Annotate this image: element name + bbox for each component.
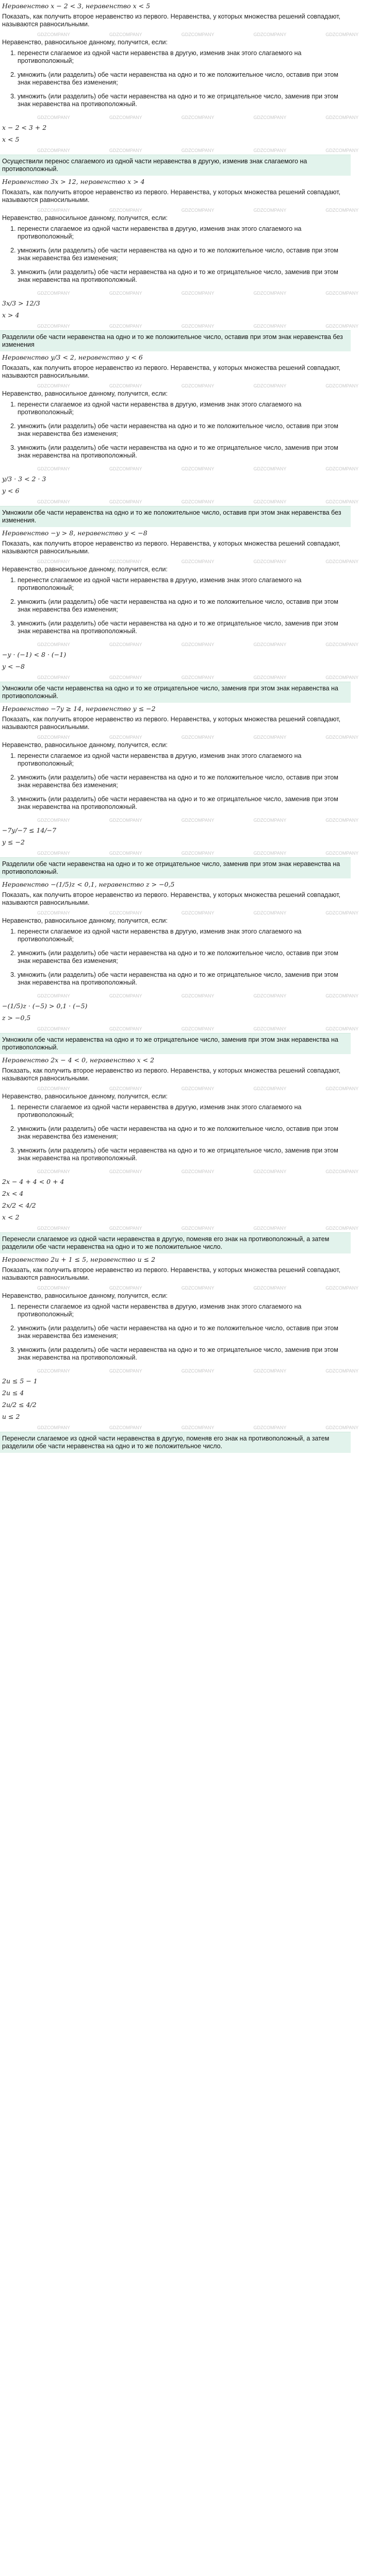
watermark-text: GDZCOMPANY [37,993,70,998]
watermark-text: GDZCOMPANY [253,383,287,388]
watermark-row [2,910,359,916]
rule-item: 2. умножить (или разделить) обе части неравенства на одно и то же положительное число, оставив при этом знак неравенства без изменения; [18,1325,349,1340]
watermark-text: GDZCOMPANY [253,32,287,37]
watermark-text: GDZCOMPANY [325,466,359,471]
watermark-row [2,207,359,213]
watermark-text: GDZCOMPANY [37,208,70,213]
rule-item: 1. перенести слагаемое из одной части неравенства в другую, изменив знак этого слагаемого на противоположный; [18,1104,349,1119]
watermark-text: GDZCOMPANY [109,499,142,504]
watermark-text: GDZCOMPANY [253,1026,287,1031]
watermark-text: GDZCOMPANY [325,851,359,856]
watermark-row [2,1168,359,1174]
watermark-text: GDZCOMPANY [109,291,142,296]
watermark-text: GDZCOMPANY [109,1368,142,1374]
watermark-text: GDZCOMPANY [181,148,215,153]
answer-box: Умножили обе части неравенства на одно и то же положительное число, оставив при этом знак неравенства без изменения. [0,506,351,527]
watermark-text: GDZCOMPANY [253,499,287,504]
task-question: Показать, как получить второе неравенство из первого. Неравенства, у которых множества решений совпадают, называются равносильными. [2,540,341,555]
rules-list [2,577,349,635]
watermark-text: GDZCOMPANY [37,499,70,504]
task-condition: Неравенство −y > 8, неравенство y < −8 [2,529,147,537]
watermark-text: GDZCOMPANY [325,993,359,998]
watermark-row [2,1026,359,1031]
watermark-row [2,147,359,153]
rule-item: 2. умножить (или разделить) обе части неравенства на одно и то же положительное число, оставив при этом знак неравенства без изменения; [18,247,349,262]
watermark-text: GDZCOMPANY [181,208,215,213]
task-condition: Неравенство x − 2 < 3, неравенство x < 5 [2,2,151,10]
equivalent-label: Неравенство, равносильное данному, получится, если: [2,917,168,924]
watermark-text: GDZCOMPANY [253,910,287,916]
watermark-text: GDZCOMPANY [253,324,287,329]
watermark-text: GDZCOMPANY [37,675,70,680]
watermark-row [2,114,359,120]
watermark-text: GDZCOMPANY [325,1026,359,1031]
equivalent-label: Неравенство, равносильное данному, получится, если: [2,741,168,749]
task-condition: Неравенство 3x > 12, неравенство x > 4 [2,178,145,185]
watermark-text: GDZCOMPANY [253,675,287,680]
watermark-row [2,993,359,998]
rule-item: 1. перенести слагаемое из одной части неравенства в другую, изменив знак этого слагаемого на противоположный; [18,577,349,592]
watermark-text: GDZCOMPANY [253,1425,287,1430]
watermark-text: GDZCOMPANY [181,383,215,388]
watermark-text: GDZCOMPANY [325,383,359,388]
answer-box: Перенесли слагаемое из одной части неравенства в другую, поменяв его знак на противоположный, а затем разделили обе части неравенства на одно и то же положительное число. [0,1432,351,1453]
task-question: Показать, как получить второе неравенство из первого. Неравенства, у которых множества решений совпадают, называются равносильными. [2,364,341,379]
rules-list [2,1303,349,1362]
watermark-text: GDZCOMPANY [325,324,359,329]
watermark-text: GDZCOMPANY [37,148,70,153]
watermark-text: GDZCOMPANY [109,115,142,120]
watermark-text: GDZCOMPANY [181,115,215,120]
equation-line: x < 2 [2,1213,20,1221]
watermark-text: GDZCOMPANY [325,115,359,120]
equation-line: z > −0,5 [2,1014,31,1022]
watermark-text: GDZCOMPANY [181,466,215,471]
equivalent-label: Неравенство, равносильное данному, получится, если: [2,390,168,397]
equation-line: x > 4 [2,311,20,319]
watermark-text: GDZCOMPANY [325,1285,359,1291]
watermark-text: GDZCOMPANY [325,291,359,296]
rule-item: 2. умножить (или разделить) обе части неравенства на одно и то же положительное число, оставив при этом знак неравенства без изменения; [18,1125,349,1141]
rule-item: 2. умножить (или разделить) обе части неравенства на одно и то же положительное число, оставив при этом знак неравенства без изменения; [18,71,349,87]
watermark-text: GDZCOMPANY [181,1086,215,1091]
watermark-text: GDZCOMPANY [253,1368,287,1374]
rules-list [2,928,349,987]
rule-item: 1. перенести слагаемое из одной части неравенства в другую, изменив знак этого слагаемого на противоположный; [18,401,349,416]
answer-box: Осуществили перенос слагаемого из одной части неравенства в другую, изменив знак слагаемого на противоположный. [0,155,351,176]
equation-line: y/3 · 3 < 2 · 3 [2,475,46,483]
watermark-text: GDZCOMPANY [109,1285,142,1291]
task-condition: Неравенство 2u + 1 ≤ 5, неравенство u ≤ 2 [2,1256,156,1263]
watermark-text: GDZCOMPANY [253,208,287,213]
watermark-text: GDZCOMPANY [109,383,142,388]
equation-line: 3x/3 > 12/3 [2,299,40,307]
equation-line: −y · (−1) < 8 · (−1) [2,651,67,658]
watermark-text: GDZCOMPANY [109,148,142,153]
equation-line: 2u/2 ≤ 4/2 [2,1401,37,1409]
watermark-text: GDZCOMPANY [253,559,287,564]
watermark-text: GDZCOMPANY [37,559,70,564]
watermark-row [2,558,359,564]
watermark-text: GDZCOMPANY [325,559,359,564]
task-block [0,1056,359,1232]
watermark-text: GDZCOMPANY [37,291,70,296]
watermark-text: GDZCOMPANY [325,818,359,823]
watermark-row [2,383,359,388]
watermark-text: GDZCOMPANY [253,1169,287,1174]
watermark-text: GDZCOMPANY [181,1226,215,1231]
equation-line: 2x − 4 + 4 < 0 + 4 [2,1178,64,1185]
watermark-text: GDZCOMPANY [253,735,287,740]
watermark-text: GDZCOMPANY [253,1226,287,1231]
watermark-text: GDZCOMPANY [37,642,70,647]
watermark-row [2,1086,359,1091]
task-block [0,353,359,506]
watermark-text: GDZCOMPANY [253,818,287,823]
watermark-text: GDZCOMPANY [37,324,70,329]
watermark-text: GDZCOMPANY [325,735,359,740]
rule-item: 3. умножить (или разделить) обе части неравенства на одно и то же отрицательное число, заменив при этом знак неравенства на противоположный. [18,795,349,811]
task-question: Показать, как получить второе неравенство из первого. Неравенства, у которых множества решений совпадают, называются равносильными. [2,716,341,731]
watermark-text: GDZCOMPANY [181,1368,215,1374]
watermark-text: GDZCOMPANY [37,1226,70,1231]
watermark-text: GDZCOMPANY [253,993,287,998]
watermark-row [2,1368,359,1374]
watermark-text: GDZCOMPANY [253,148,287,153]
answer-box: Умножили обе части неравенства на одно и то же отрицательное число, заменив при этом знак неравенства на противоположный. [0,682,351,703]
watermark-text: GDZCOMPANY [325,1425,359,1430]
solution-page [0,2,359,1453]
watermark-text: GDZCOMPANY [181,993,215,998]
equation-line: 2u ≤ 4 [2,1389,24,1397]
watermark-text: GDZCOMPANY [109,559,142,564]
answer-box: Разделили обе части неравенства на одно и то же положительное число, оставив при этом знак неравенства без изменения [0,330,351,351]
watermark-text: GDZCOMPANY [109,1026,142,1031]
task-condition: Неравенство 2x − 4 < 0, неравенство x < 2 [2,1056,155,1064]
watermark-row [2,641,359,647]
watermark-text: GDZCOMPANY [181,818,215,823]
answer-box: Умножили обе части неравенства на одно и то же отрицательное число, заменив при этом знак неравенства на противоположный. [0,1033,351,1054]
watermark-text: GDZCOMPANY [37,32,70,37]
watermark-text: GDZCOMPANY [37,910,70,916]
watermark-text: GDZCOMPANY [37,383,70,388]
watermark-text: GDZCOMPANY [253,851,287,856]
watermark-text: GDZCOMPANY [181,851,215,856]
watermark-text: GDZCOMPANY [325,910,359,916]
task-block [0,705,359,857]
watermark-text: GDZCOMPANY [37,818,70,823]
watermark-row [2,850,359,856]
watermark-row [2,817,359,823]
watermark-text: GDZCOMPANY [37,1026,70,1031]
watermark-text: GDZCOMPANY [181,1026,215,1031]
rules-list [2,225,349,284]
equivalent-label: Неравенство, равносильное данному, получится, если: [2,566,168,573]
equivalent-label: Неравенство, равносильное данному, получится, если: [2,1093,168,1100]
watermark-text: GDZCOMPANY [37,1169,70,1174]
watermark-text: GDZCOMPANY [37,1425,70,1430]
watermark-text: GDZCOMPANY [109,208,142,213]
watermark-text: GDZCOMPANY [37,1368,70,1374]
watermark-text: GDZCOMPANY [253,1086,287,1091]
watermark-text: GDZCOMPANY [109,1169,142,1174]
task-block [0,2,359,155]
watermark-text: GDZCOMPANY [109,32,142,37]
watermark-text: GDZCOMPANY [325,208,359,213]
watermark-text: GDZCOMPANY [181,324,215,329]
watermark-row [2,499,359,504]
equivalent-label: Неравенство, равносильное данному, получится, если: [2,1292,168,1299]
task-condition: Неравенство −7y ≥ 14, неравенство y ≤ −2 [2,705,156,713]
task-question: Показать, как получить второе неравенство из первого. Неравенства, у которых множества решений совпадают, называются равносильными. [2,891,341,906]
watermark-text: GDZCOMPANY [109,735,142,740]
rules-list [2,49,349,108]
watermark-text: GDZCOMPANY [325,1368,359,1374]
equation-line: 2u ≤ 5 − 1 [2,1377,38,1385]
watermark-text: GDZCOMPANY [37,851,70,856]
watermark-text: GDZCOMPANY [37,1086,70,1091]
watermark-text: GDZCOMPANY [325,675,359,680]
watermark-text: GDZCOMPANY [109,1226,142,1231]
watermark-row [2,1225,359,1231]
watermark-text: GDZCOMPANY [181,32,215,37]
equation-line: y ≤ −2 [2,838,25,846]
equation-line: y < −8 [2,663,25,670]
watermark-text: GDZCOMPANY [181,1285,215,1291]
equation-line: x − 2 < 3 + 2 [2,124,47,131]
rule-item: 2. умножить (или разделить) обе части неравенства на одно и то же положительное число, оставив при этом знак неравенства без изменения; [18,422,349,438]
answer-box: Перенесли слагаемое из одной части неравенства в другую, поменяв его знак на противоположный, а затем разделили обе части неравенства на одно и то же положительное число. [0,1232,351,1253]
watermark-text: GDZCOMPANY [253,642,287,647]
rules-list [2,752,349,811]
watermark-text: GDZCOMPANY [109,675,142,680]
watermark-text: GDZCOMPANY [325,499,359,504]
watermark-text: GDZCOMPANY [109,851,142,856]
watermark-text: GDZCOMPANY [109,993,142,998]
watermark-text: GDZCOMPANY [109,324,142,329]
watermark-text: GDZCOMPANY [37,466,70,471]
watermark-text: GDZCOMPANY [181,675,215,680]
equation-line: 2x < 4 [2,1190,24,1197]
equation-line: −(1/5)z · (−5) > 0,1 · (−5) [2,1002,88,1010]
watermark-text: GDZCOMPANY [181,910,215,916]
watermark-text: GDZCOMPANY [109,466,142,471]
watermark-row [2,1425,359,1430]
rule-item: 1. перенести слагаемое из одной части неравенства в другую, изменив знак этого слагаемого на противоположный; [18,752,349,768]
watermark-text: GDZCOMPANY [325,148,359,153]
watermark-text: GDZCOMPANY [325,1086,359,1091]
watermark-text: GDZCOMPANY [181,1425,215,1430]
answer-box: Разделили обе части неравенства на одно и то же отрицательное число, заменив при этом знак неравенства на противоположный. [0,857,351,878]
watermark-row [2,734,359,740]
watermark-row [2,290,359,296]
watermark-text: GDZCOMPANY [181,735,215,740]
watermark-text: GDZCOMPANY [253,466,287,471]
task-block [0,1256,359,1432]
task-condition: Неравенство −(1/5)z < 0,1, неравенство z > −0,5 [2,880,175,888]
watermark-text: GDZCOMPANY [181,499,215,504]
watermark-text: GDZCOMPANY [37,115,70,120]
task-question: Показать, как получить второе неравенство из первого. Неравенства, у которых множества решений совпадают, называются равносильными. [2,189,341,204]
task-block [0,529,359,682]
watermark-text: GDZCOMPANY [253,1285,287,1291]
rule-item: 3. умножить (или разделить) обе части неравенства на одно и то же отрицательное число, заменив при этом знак неравенства на противоположный. [18,268,349,284]
watermark-text: GDZCOMPANY [325,1169,359,1174]
rule-item: 2. умножить (или разделить) обе части неравенства на одно и то же положительное число, оставив при этом знак неравенства без изменения; [18,774,349,789]
watermark-text: GDZCOMPANY [325,1226,359,1231]
task-question: Показать, как получить второе неравенство из первого. Неравенства, у которых множества решений совпадают, называются равносильными. [2,13,341,28]
watermark-text: GDZCOMPANY [253,115,287,120]
rule-item: 3. умножить (или разделить) обе части неравенства на одно и то же отрицательное число, заменив при этом знак неравенства на противоположный. [18,444,349,460]
task-block [0,178,359,330]
watermark-text: GDZCOMPANY [109,642,142,647]
equation-line: u ≤ 2 [2,1413,20,1420]
watermark-text: GDZCOMPANY [181,291,215,296]
watermark-row [2,674,359,680]
watermark-row [2,1285,359,1291]
equivalent-label: Неравенство, равносильное данному, получится, если: [2,39,168,46]
watermark-text: GDZCOMPANY [181,559,215,564]
equivalent-label: Неравенство, равносильное данному, получится, если: [2,214,168,222]
equation-line: −7y/−7 ≤ 14/−7 [2,826,57,834]
rule-item: 3. умножить (или разделить) обе части неравенства на одно и то же отрицательное число, заменив при этом знак неравенства на противоположный. [18,93,349,108]
rule-item: 1. перенести слагаемое из одной части неравенства в другую, изменив знак этого слагаемого на противоположный; [18,1303,349,1318]
rules-list [2,1104,349,1162]
equation-line: x < 5 [2,135,20,143]
watermark-text: GDZCOMPANY [37,735,70,740]
rule-item: 1. перенести слагаемое из одной части неравенства в другую, изменив знак этого слагаемого на противоположный; [18,225,349,241]
watermark-row [2,323,359,329]
task-question: Показать, как получить второе неравенство из первого. Неравенства, у которых множества решений совпадают, называются равносильными. [2,1067,341,1082]
rule-item: 1. перенести слагаемое из одной части неравенства в другую, изменив знак этого слагаемого на противоположный; [18,49,349,65]
equation-line: y < 6 [2,487,20,495]
watermark-text: GDZCOMPANY [109,1425,142,1430]
watermark-text: GDZCOMPANY [325,32,359,37]
equation-line: 2x/2 < 4/2 [2,1201,36,1209]
watermark-row [2,31,359,37]
rule-item: 3. умножить (или разделить) обе части неравенства на одно и то же отрицательное число, заменив при этом знак неравенства на противоположный. [18,1147,349,1162]
task-condition: Неравенство y/3 < 2, неравенство y < 6 [2,353,143,361]
rule-item: 3. умножить (или разделить) обе части неравенства на одно и то же отрицательное число, заменив при этом знак неравенства на противоположный. [18,1346,349,1362]
rule-item: 2. умножить (или разделить) обе части неравенства на одно и то же положительное число, оставив при этом знак неравенства без изменения; [18,950,349,965]
watermark-text: GDZCOMPANY [109,1086,142,1091]
task-question: Показать, как получить второе неравенство из первого. Неравенства, у которых множества решений совпадают, называются равносильными. [2,1266,341,1281]
rules-list [2,401,349,460]
watermark-row [2,466,359,471]
watermark-text: GDZCOMPANY [181,642,215,647]
watermark-text: GDZCOMPANY [325,642,359,647]
rule-item: 3. умножить (или разделить) обе части неравенства на одно и то же отрицательное число, заменив при этом знак неравенства на противоположный. [18,971,349,987]
rule-item: 2. умножить (или разделить) обе части неравенства на одно и то же положительное число, оставив при этом знак неравенства без изменения; [18,598,349,614]
watermark-text: GDZCOMPANY [109,910,142,916]
rule-item: 3. умножить (или разделить) обе части неравенства на одно и то же отрицательное число, заменив при этом знак неравенства на противоположный. [18,620,349,635]
watermark-text: GDZCOMPANY [181,1169,215,1174]
rule-item: 1. перенести слагаемое из одной части неравенства в другую, изменив знак этого слагаемого на противоположный; [18,928,349,943]
task-block [0,880,359,1033]
watermark-text: GDZCOMPANY [253,291,287,296]
watermark-text: GDZCOMPANY [37,1285,70,1291]
watermark-text: GDZCOMPANY [109,818,142,823]
